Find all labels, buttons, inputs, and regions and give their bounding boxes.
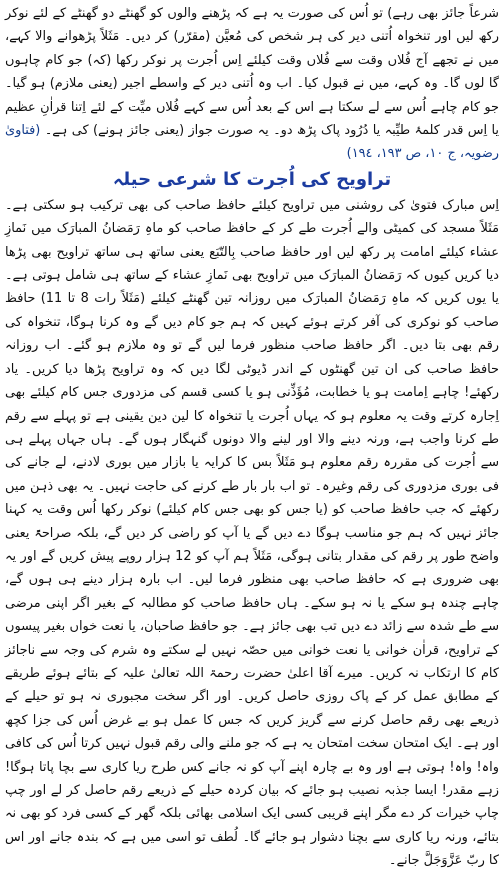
main-text: اِس مبارک فتویٰ کی روشنی میں تراویح کیلئے حافظ صاحب کی بھی ترکیب ہو سکتی ہے۔ مَثَلاً مسجد کی کمیٹی والے اُجرت طے کر کے حافظ صاحب کو ماہِ رَمَضانُ المبارَک میں نَمازِ عشاء کیلئے امامت پر رکھ لیں اور حافظ صاحب بِالتّبَع یعنی ساتھ ہی ساتھ تراویح بھی پڑھا دیا کریں کیوں کہ رَمَضانُ المبارَک میں تراویح بھی نَمازِ عشاء کے ساتھ ہی شامل ہوتی ہے۔ یا یوں کریں کہ ماہِ رَمَضانُ المبارَک میں روزانہ تین گھنٹے کیلئے (مَثَلاً رات 8 تا 11) حافظ صاحب کو نوکری کی آفر کرتے ہوئے کہیں کہ ہم جو کام دیں گے وہ کرنا ہوگا، تنخواہ کی رقم بھی بتا دیں۔ اگر حافظ صاحب منظور فرما لیں گے تو وہ ملازم ہو گئے۔ اب روزانہ حافظ صاحب کی ان تین گھنٹوں کے اندر ڈیوٹی لگا دیں کہ وہ تراویح پڑھا دیا کریں۔ یاد رکھئے! چاہے اِمامت ہو یا خطابت، مُؤَذِّنی ہو یا کسی قسم کی مزدوری جس کام کیلئے بھی اِجارہ کرتے وقت یہ معلوم ہو کہ یہاں اُجرت یا تنخواہ کا لین دین یقینی ہے تو پہلے سے رقم طے کرنا واجب ہے، ورنہ دینے والا اور لینے والا دونوں گنہگار ہوں گے۔ ہاں جہاں پہلے ہی سے اُجرت کی مقررہ رقم معلوم ہو مَثَلاً بس کا کرایہ یا بازار میں بوری لادنے، لے جانے کی فی بوری مزدوری کی رقم وغیرہ۔ تو اب بار بار طے کرنے کی حاجت نہیں۔ یہ بھی ذہن میں رکھئے کہ جب حافظ صاحب کو (یا جس کو بھی جس کام کیلئے) نوکر رکھا اُس وقت یہ کہنا جائز نہیں کہ ہم جو مناسب ہوگا دے دیں گے یا آپ کو راضی کر دیں گے، بلکہ صراحۃً یعنی واضح طور پر رقم کی مقدار بتانی ہوگی، مَثَلاً ہم آپ کو 12 ہزار روپے پیش کریں گے اور یہ بھی ضروری ہے کہ حافظ صاحب بھی منظور فرما لیں۔ اب بارہ ہزار دینے ہی ہوں گے، چاہے چندہ ہو سکے یا نہ ہو سکے۔ ہاں حافظ صاحب کو مطالبہ کے بغیر اگر اپنی مرضی سے طے شدہ سے زائد دے دیں تب بھی جائز ہے۔ جو حافظ صاحبان، یا نعت خواں بغیر پیسوں کے تراویح، قراٰن خوانی یا نعت خوانی میں حصّہ نہیں لے سکتے وہ شرم کی وجہ سے ناجائز کام کا ارتکاب نہ کریں۔ میرے آقا اعلیٰ حضرت رحمۃ اللہ تعالیٰ علیہ کے بتائے ہوئے طریقے کے مطابق عمل کر کے پاک روزی حاصل کریں۔ اور اگر سخت مجبوری نہ ہو تو حیلے کے ذریعے بھی رقم حاصل کرنے سے گریز کریں کہ جس کا عمل ہو بے غرض اُس کی جزا کچھ اور ہے۔ ایک امتحان سخت امتحان یہ ہے کہ جو ملنے والی رقم قبول نہیں کرتا اُس کی کافی واہ! واہ! ہوتی ہے اور وہ بے چارہ اپنے آپ کو نہ جانے کس طرح ریا کاری سے بچا پاتا ہوگا! زہے مقدر! ایسا جذبہ نصیب ہو جائے کہ بیان کردہ حیلے کے ذریعے رقم حاصل کر لے اور چپ چاپ خیرات کر دے مگر اپنے قریبی کسی ایک اسلامی بھائی بلکہ گھر کے کسی فرد کو بھی نہ بتائے، ورنہ ریا کاری سے بچنا دشوار ہو جائے گا۔ لُطف تو اسی میں ہے کہ بندہ جانے اور اس کا ربّ عَزَّوَجَلَّ جانے۔ <box>5 197 500 869</box>
fatwa-paragraph <box>5 2 499 166</box>
fatwa-reference: (فتاویٰ رضویہ، ج ١٠، ص ١٩٣، ١٩٤) <box>5 123 499 162</box>
fatwa-text: شرعاً جائز بھی رہے) تو اُس کی صورت یہ ہے کہ پڑھنے والوں کو گھنٹے دو گھنٹے کے لئے نوکر رکھ لیں اور تنخواہ اُتنی دیر کی ہر شخص کی مُعیَّن (مقرّر) کر دیں۔ مَثَلاً پڑھوانے والا کہے، میں نے تجھے آج فُلاں وقت سے فُلاں وقت کیلئے اِس اُجرت پر نوکر رکھا (کہ) جو کام چاہوں گا لوں گا۔ وہ کہے، میں نے قبول کیا۔ اب وہ اُتنی دیر کے واسطے اجیر (یعنی ملازم) ہو گیا۔ جو کام چاہے اُس سے لے سکتا ہے اس کے بعد اُس سے کہے فُلاں میِّت کے لئے اِتنا قراٰنِ عظیم یا اِس قدر کلمۂ طیِّبہ یا دُرُود پاک پڑھ دو۔ یہ صورت جواز (یعنی جائز ہونے) کی ہے۔ <box>5 6 499 139</box>
section-heading: تراویح کی اُجرت کا شرعی حیلہ <box>112 168 392 190</box>
main-paragraph <box>5 194 499 873</box>
